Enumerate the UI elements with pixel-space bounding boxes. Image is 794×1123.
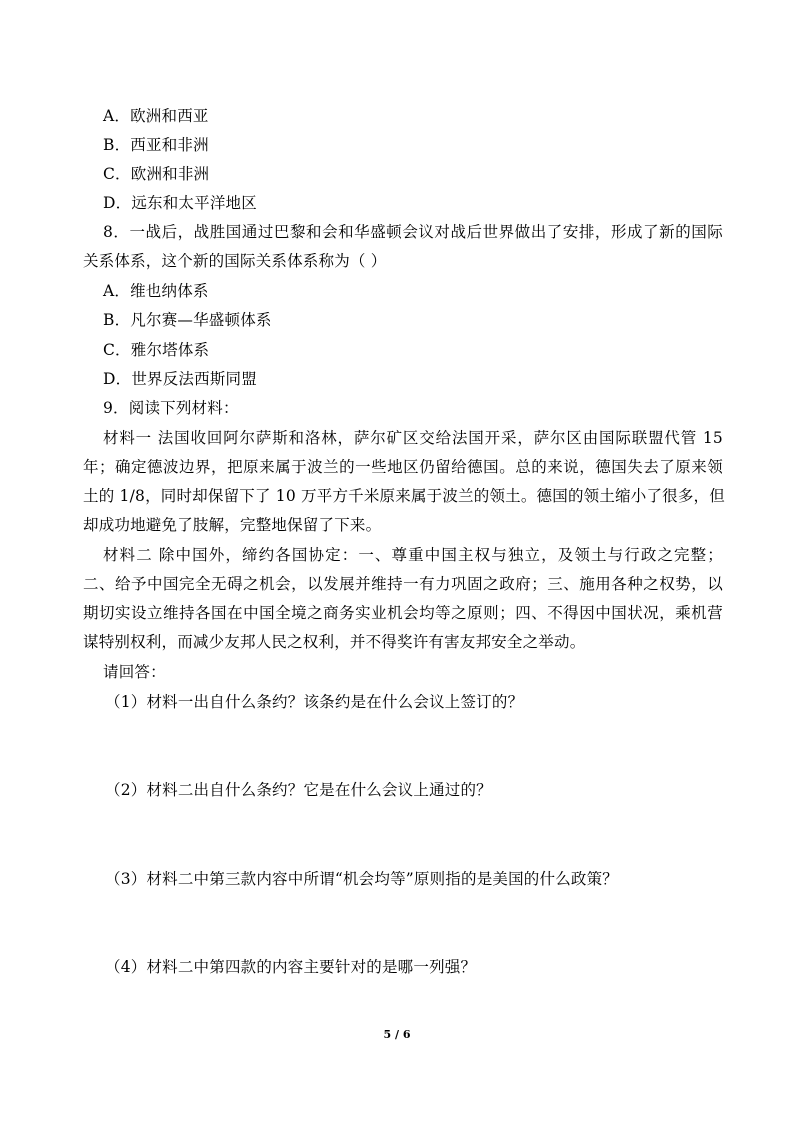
material2-line3: 期切实设立维持各国在中国全境之商务实业机会均等之原则；四、不得因中国状况，乘机营 bbox=[83, 604, 723, 622]
q7-option-b: B．西亚和非洲 bbox=[103, 136, 209, 154]
q8-stem-line1: 8．一战后，战胜国通过巴黎和会和华盛顿会议对战后世界做出了安排，形成了新的国际 bbox=[103, 223, 723, 241]
q8-option-d: D．世界反法西斯同盟 bbox=[103, 370, 257, 388]
sub-question-1: （1）材料一出自什么条约？该条约是在什么会议上签订的？ bbox=[105, 693, 524, 711]
q8-option-c: C．雅尔塔体系 bbox=[103, 341, 210, 359]
material1-line4: 却成功地避免了肢解，完整地保留了下来。 bbox=[83, 516, 382, 534]
q7-option-c: C．欧洲和非洲 bbox=[103, 165, 210, 183]
q9-stem: 9．阅读下列材料： bbox=[103, 399, 239, 417]
q7-option-a: A．欧洲和西亚 bbox=[103, 107, 209, 125]
material1-line2: 年；确定德波边界，把原来属于波兰的一些地区仍留给德国。总的来说，德国失去了原来领 bbox=[83, 458, 723, 476]
sub-question-3: （3）材料二中第三款内容中所谓“机会均等”原则指的是美国的什么政策？ bbox=[105, 870, 619, 888]
material1-line3: 土的 1/8，同时却保留下了 10 万平方千米原来属于波兰的领土。德国的领土缩小了很多，但 bbox=[83, 487, 725, 505]
page-number: 5 / 6 bbox=[383, 1028, 411, 1041]
q8-option-b: B．凡尔赛—华盛顿体系 bbox=[103, 311, 272, 329]
material2-line4: 谋特别权利，而减少友邦人民之权利，并不得奖许有害友邦安全之举动。 bbox=[83, 633, 586, 651]
q8-stem-line2: 关系体系，这个新的国际关系体系称为（ ） bbox=[83, 252, 387, 270]
q8-option-a: A．维也纳体系 bbox=[103, 282, 209, 300]
material2-line1: 材料二 除中国外，缔约各国协定：一、尊重中国主权与独立，及领土与行政之完整； bbox=[103, 546, 723, 564]
answer-prompt: 请回答： bbox=[103, 663, 166, 681]
sub-question-4: （4）材料二中第四款的内容主要针对的是哪一列强？ bbox=[105, 958, 477, 976]
q7-option-d: D．远东和太平洋地区 bbox=[103, 194, 257, 212]
sub-question-2: （2）材料二出自什么条约？它是在什么会议上通过的？ bbox=[105, 781, 492, 799]
material1-line1: 材料一 法国收回阿尔萨斯和洛林，萨尔矿区交给法国开采，萨尔区由国际联盟代管 15 bbox=[103, 429, 723, 447]
material2-line2: 二、给予中国完全无碍之机会，以发展并维持一有力巩固之政府；三、施用各种之权势，以 bbox=[83, 575, 723, 593]
